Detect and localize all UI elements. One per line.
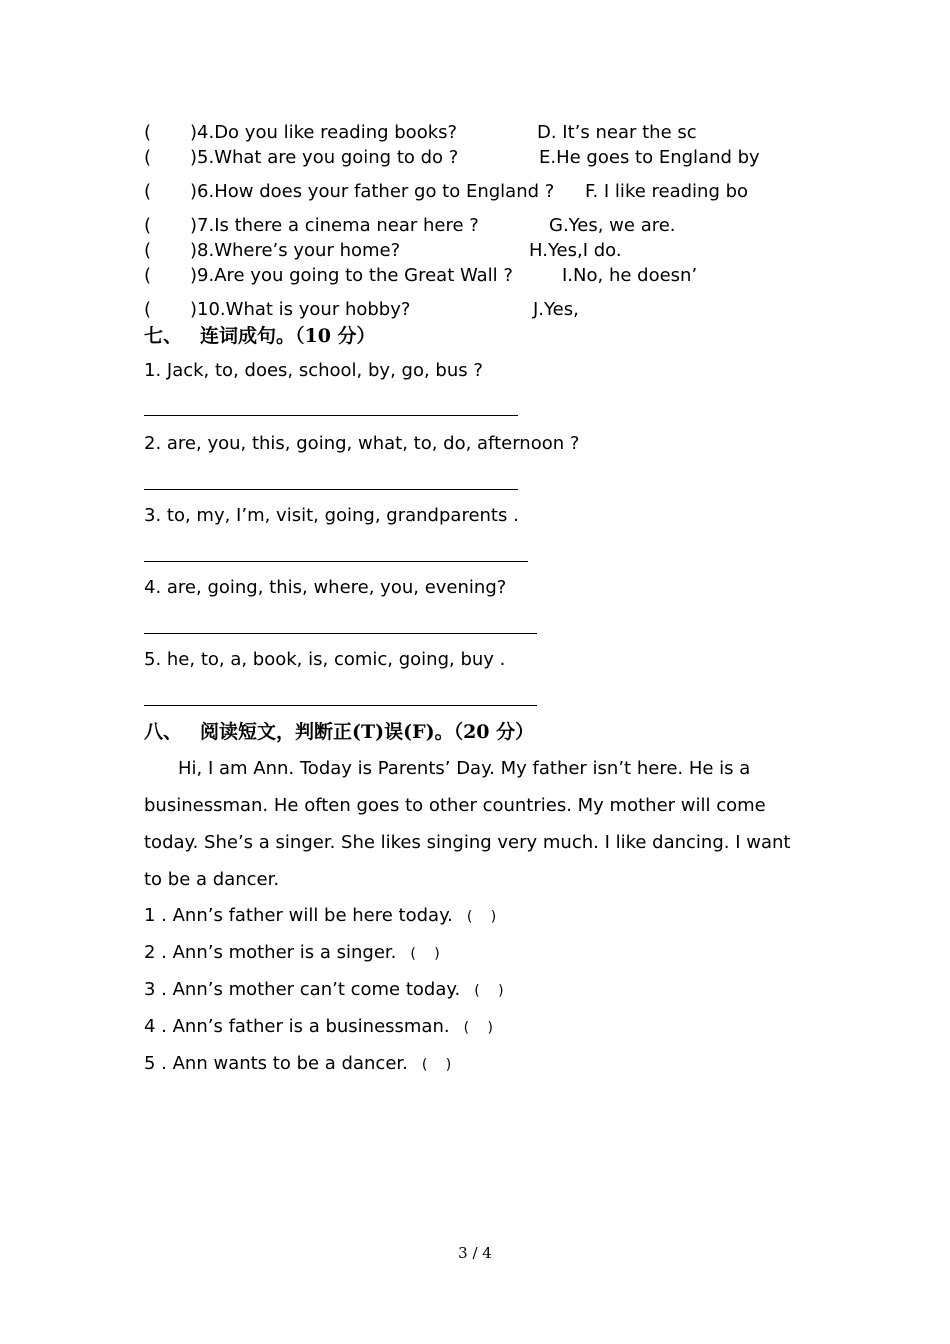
matching-question: )4.Do you like reading books? [190,122,458,143]
section-number: 八、 [144,721,183,743]
statement-text: 5 . Ann wants to be a dancer. [144,1053,408,1074]
section-number: 七、 [144,325,183,347]
matching-answer: J.Yes, [533,299,579,320]
answer-line[interactable] [144,705,537,706]
statement-text: 2 . Ann’s mother is a singer. [144,942,397,963]
matching-item: ( )5.What are you going to do ? E.He goes to England by [144,147,760,168]
statement-item [144,905,496,928]
answer-line[interactable] [144,633,537,634]
page-number: 3 / 4 [458,1244,492,1262]
answer-line[interactable] [144,415,518,416]
matching-answer: H.Yes,I do. [529,240,622,261]
section-7-heading [144,324,376,348]
answer-line[interactable] [144,489,518,490]
matching-item: ( )8.Where’s your home? H.Yes,I do. [144,240,622,261]
statement-item [144,942,440,965]
matching-answer: G.Yes, we are. [549,215,676,236]
answer-bracket[interactable]: ( ) [421,1057,452,1073]
matching-answer: D. It’s near the sc [537,122,697,143]
sentence-item: 2. are, you, this, going, what, to, do, afternoon ? [144,433,580,454]
section-8-heading [144,720,534,744]
matching-answer: E.He goes to England by [539,147,760,168]
sentence-item: 3. to, my, I’m, visit, going, grandparents . [144,505,519,526]
matching-question: )10.What is your hobby? [190,299,411,320]
statement-text: 4 . Ann’s father is a businessman. [144,1016,450,1037]
answer-bracket[interactable]: ( ) [463,1020,493,1036]
answer-bracket[interactable]: ( ) [410,946,440,962]
sentence-item: 5. he, to, a, book, is, comic, going, buy . [144,649,506,670]
statement-text: 3 . Ann’s mother can’t come today. [144,979,461,1000]
matching-item: ( )4.Do you like reading books? D. It’s near the sc [144,122,697,143]
answer-line[interactable] [144,561,528,562]
matching-item: ( )7.Is there a cinema near here ? G.Yes, we are. [144,215,676,236]
matching-item: ( )9.Are you going to the Great Wall ? I.No, he doesn’ [144,265,698,286]
section-title: 连词成句。（10 分） [200,325,376,347]
statement-text: 1 . Ann’s father will be here today. [144,905,453,926]
statement-item [144,979,504,1002]
sentence-item: 1. Jack, to, does, school, by, go, bus ? [144,360,483,381]
sentence-item: 4. are, going, this, where, you, evening? [144,577,507,598]
matching-item: ( )10.What is your hobby? J.Yes, [144,299,579,320]
matching-question: )6.How does your father go to England ? [190,181,555,202]
section-title: 阅读短文，判断正(T)误(F)。（20 分） [200,721,535,743]
matching-question: )5.What are you going to do ? [190,147,459,168]
reading-passage: Hi, I am Ann. Today is Parents’ Day. My father isn’t here. He is a businessman. He often goes to other countries. My mother will come today. She’s a singer. She likes singing very much. I like dancing. I want to be a dancer. [144,758,791,890]
statement-item [144,1016,493,1039]
matching-question: )8.Where’s your home? [190,240,401,261]
matching-question: )9.Are you going to the Great Wall ? [190,265,513,286]
matching-question: )7.Is there a cinema near here ? [190,215,479,236]
statement-item [144,1053,451,1076]
answer-bracket[interactable]: ( ) [466,909,497,925]
matching-answer: F. I like reading bo [585,181,749,202]
matching-item: ( )6.How does your father go to England ? F. I like reading bo [144,181,749,202]
matching-answer: I.No, he doesn’ [562,265,698,286]
answer-bracket[interactable]: ( ) [474,983,504,999]
